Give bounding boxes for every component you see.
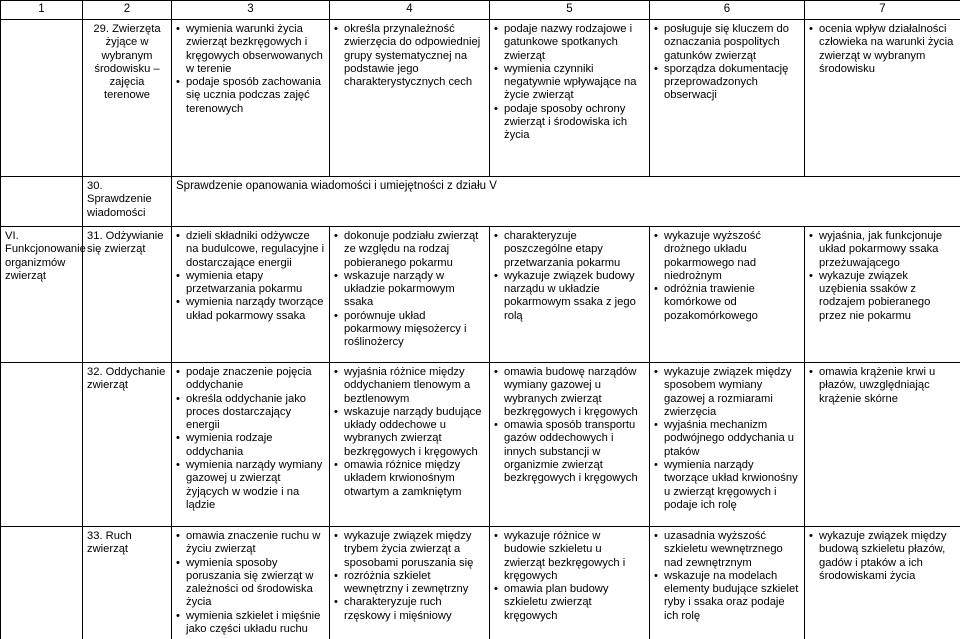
header-cell: 6 <box>650 1 805 20</box>
list-item: • wykazuje związek między trybem życia zwierząt a sposobami poruszania się <box>334 530 485 570</box>
list-item: • wykazuje związek między sposobem wymiany gazowej a rozmiarami zwierzęcia <box>654 366 800 419</box>
requirements-cell <box>805 527 960 639</box>
list-item: • wykazuje różnice w budowie szkieletu u zwierząt bezkręgowych i kręgowych <box>494 530 645 583</box>
section-cell <box>1 527 83 639</box>
section-cell: VI. Funkcjonowanie organizmów zwierząt <box>1 227 83 363</box>
list-item: • wykazuje związek między budową szkieletu płazów, gadów i ptaków a ich środowiskami życia <box>809 530 956 583</box>
list-item: • podaje nazwy rodzajowe i gatunkowe spotkanych zwierząt <box>494 23 645 63</box>
list-item: • omawia sposób transportu gazów oddechowych i innych substancji w organizmie zwierząt bezkręgowych i kręgowych <box>494 419 645 485</box>
list-item: • wymienia narządy tworzące układ pokarmowy ssaka <box>176 296 325 323</box>
list-item: • określa oddychanie jako proces dostarczający energii <box>176 393 325 433</box>
requirements-cell <box>330 20 490 177</box>
header-cell: 1 <box>1 1 83 20</box>
requirements-cell <box>330 227 490 363</box>
requirements-cell <box>172 227 330 363</box>
list-item: • posługuje się kluczem do oznaczania pospolitych gatunków zwierząt <box>654 23 800 63</box>
table-row <box>1 20 960 177</box>
requirements-cell <box>172 363 330 527</box>
header-cell: 3 <box>172 1 330 20</box>
list-item: • odróżnia trawienie komórkowe od pozakomórkowego <box>654 283 800 323</box>
list-item: • wymienia etapy przetwarzania pokarmu <box>176 270 325 297</box>
requirements-cell <box>490 20 650 177</box>
list-item: • porównuje układ pokarmowy mięsożercy i roślinożercy <box>334 310 485 350</box>
list-item: • wykazuje związek budowy narządu w układzie pokarmowym ssaka z jego rolą <box>494 270 645 323</box>
list-item: • omawia plan budowy szkieletu zwierząt kręgowych <box>494 583 645 623</box>
list-item: • wyjaśnia, jak funkcjonuje układ pokarmowy ssaka przeżuwającego <box>809 230 956 270</box>
list-item: • podaje sposób zachowania się ucznia podczas zajęć terenowych <box>176 76 325 116</box>
topic-cell: 32. Oddychanie zwierząt <box>83 363 172 527</box>
header-cell: 5 <box>490 1 650 20</box>
topic-cell: 29. Zwierzęta żyjące w wybranym środowisku – zajęcia terenowe <box>83 20 172 177</box>
list-item: • ocenia wpływ działalności człowieka na warunki życia zwierząt w wybranym środowisku <box>809 23 956 76</box>
list-item: • określa przynależność zwierzęcia do odpowiedniej grupy systematycznej na podstawie jego charakterystycznych cech <box>334 23 485 89</box>
table-row <box>1 363 960 527</box>
section-cell <box>1 363 83 527</box>
list-item: • omawia znaczenie ruchu w życiu zwierząt <box>176 530 325 557</box>
requirements-cell <box>330 363 490 527</box>
list-item: • podaje znaczenie pojęcia oddychanie <box>176 366 325 393</box>
list-item: • uzasadnia wyższość szkieletu wewnętrznego nad zewnętrznym <box>654 530 800 570</box>
requirements-cell <box>650 227 805 363</box>
list-item: • wskazuje narządy w układzie pokarmowym ssaka <box>334 270 485 310</box>
list-item: • podaje sposoby ochrony zwierząt i środowiska ich życia <box>494 103 645 143</box>
topic-cell: 31. Odżywianie się zwierząt <box>83 227 172 363</box>
section-cell <box>1 20 83 177</box>
list-item: • wymienia sposoby poruszania się zwierząt w zależności od środowiska życia <box>176 557 325 610</box>
list-item: • omawia budowę narządów wymiany gazowej u wybranych zwierząt bezkręgowych i kręgowych <box>494 366 645 419</box>
requirements-cell <box>805 363 960 527</box>
requirements-cell <box>805 227 960 363</box>
table-row <box>1 177 960 227</box>
summary-cell: Sprawdzenie opanowania wiadomości i umiejętności z działu V <box>172 177 960 227</box>
list-item: • rozróżnia szkielet wewnętrzny i zewnętrzny <box>334 570 485 597</box>
list-item: • wykazuje wyższość drożnego układu pokarmowego nad niedrożnym <box>654 230 800 283</box>
list-item: • omawia krążenie krwi u płazów, uwzględniając krążenie skórne <box>809 366 956 406</box>
list-item: • charakteryzuje poszczególne etapy przetwarzania pokarmu <box>494 230 645 270</box>
requirements-cell <box>490 527 650 639</box>
list-item: • wskazuje narządy budujące układy oddechowe u wybranych zwierząt bezkręgowych i kręgowych <box>334 406 485 459</box>
list-item: • wymienia narządy wymiany gazowej u zwierząt żyjących w wodzie i na lądzie <box>176 459 325 512</box>
topic-cell: 33. Ruch zwierząt <box>83 527 172 639</box>
requirements-cell <box>650 363 805 527</box>
list-item: • omawia różnice między układem krwionośnym otwartym a zamkniętym <box>334 459 485 499</box>
list-item: • wyjaśnia różnice między oddychaniem tlenowym a beztlenowym <box>334 366 485 406</box>
requirements-cell <box>805 20 960 177</box>
header-cell: 2 <box>83 1 172 20</box>
table-row <box>1 527 960 639</box>
list-item: • wymienia szkielet i mięśnie jako części układu ruchu <box>176 610 325 637</box>
requirements-cell <box>650 527 805 639</box>
table-row <box>1 227 960 363</box>
requirements-cell <box>172 20 330 177</box>
list-item: • charakteryzuje ruch rzęskowy i mięśniowy <box>334 596 485 623</box>
list-item: • wymienia rodzaje oddychania <box>176 432 325 459</box>
requirements-cell <box>490 363 650 527</box>
list-item: • wymienia warunki życia zwierząt bezkręgowych i kręgowych obserwowanych w terenie <box>176 23 325 76</box>
list-item: • wymienia narządy tworzące układ krwionośny u zwierząt kręgowych i podaje ich rolę <box>654 459 800 512</box>
list-item: • wyjaśnia mechanizm podwójnego oddychania u ptaków <box>654 419 800 459</box>
list-item: • dzieli składniki odżywcze na budulcowe, regulacyjne i dostarczające energii <box>176 230 325 270</box>
requirements-cell <box>172 527 330 639</box>
list-item: • dokonuje podziału zwierząt ze względu na rodzaj pobieranego pokarmu <box>334 230 485 270</box>
header-cell: 7 <box>805 1 960 20</box>
section-cell <box>1 177 83 227</box>
list-item: • wykazuje związek uzębienia ssaków z rodzajem pobieranego przez nie pokarmu <box>809 270 956 323</box>
header-row <box>1 1 960 20</box>
list-item: • wymienia czynniki negatywnie wpływające na życie zwierząt <box>494 63 645 103</box>
requirements-cell <box>490 227 650 363</box>
list-item: • sporządza dokumentację przeprowadzonych obserwacji <box>654 63 800 103</box>
list-item: • wskazuje na modelach elementy budujące szkielet ryby i ssaka oraz podaje ich rolę <box>654 570 800 623</box>
requirements-cell <box>650 20 805 177</box>
requirements-cell <box>330 527 490 639</box>
topic-cell: 30. Sprawdzenie wiadomości <box>83 177 172 227</box>
header-cell: 4 <box>330 1 490 20</box>
